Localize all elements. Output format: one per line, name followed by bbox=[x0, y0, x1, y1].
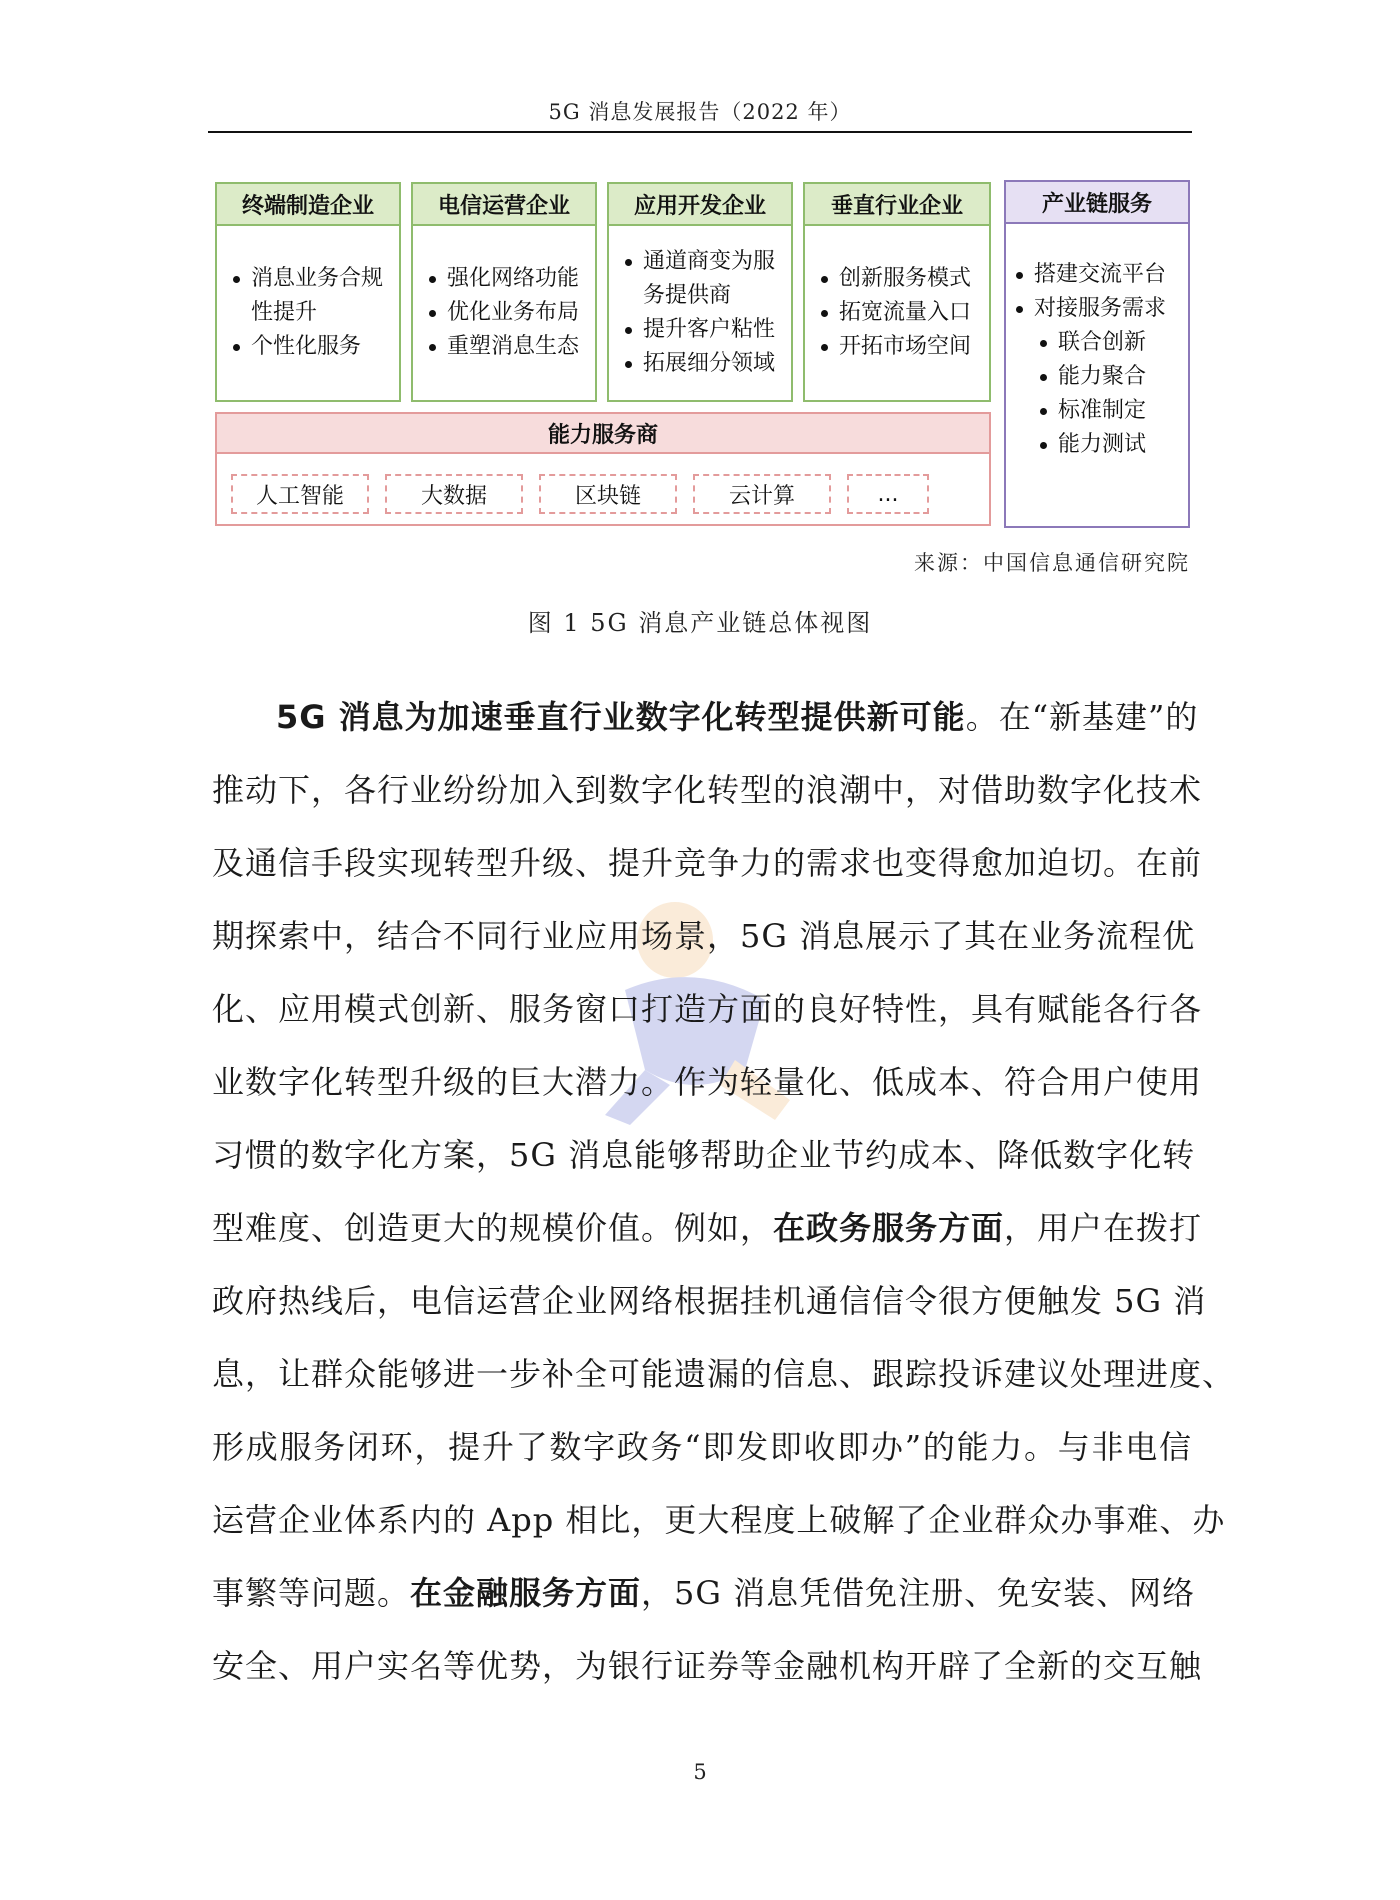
box-telecom-operators bbox=[411, 182, 597, 402]
box-item: 优化业务布局 bbox=[423, 296, 579, 330]
text-line: 安全、用户实名等优势，为银行证券等金融机构开辟了全新的交互触 bbox=[212, 1647, 1203, 1685]
text-run: 。在“新基建”的 bbox=[965, 698, 1199, 736]
box-item-continued bbox=[619, 279, 775, 313]
box-terminal-makers bbox=[215, 182, 401, 402]
box-item: 创新服务模式 bbox=[815, 262, 971, 296]
box-item-text: 性提升 bbox=[251, 300, 318, 325]
figure-caption: 图 1 5G 消息产业链总体视图 bbox=[527, 609, 873, 637]
page-number: 5 bbox=[693, 1760, 707, 1784]
box-sub-item: 能力测试 bbox=[1010, 428, 1188, 462]
box-item: 通道商变为服 bbox=[619, 245, 775, 279]
box-sub-item: 标准制定 bbox=[1010, 394, 1188, 428]
box-sub-item: 联合创新 bbox=[1010, 326, 1188, 360]
box-app-developers bbox=[607, 182, 793, 402]
text-line bbox=[212, 1203, 1203, 1276]
bold-phrase: 在政务服务方面 bbox=[773, 1209, 1005, 1247]
box-item: 搭建交流平台 bbox=[1010, 258, 1188, 292]
box-vertical-industries bbox=[803, 182, 991, 402]
box-chain-services bbox=[1004, 180, 1190, 528]
text-line: 习惯的数字化方案，5G 消息能够帮助企业节约成本、降低数字化转 bbox=[212, 1136, 1196, 1174]
text-line: 政府热线后，电信运营企业网络根据挂机通信信令很方便触发 5G 消 bbox=[212, 1282, 1207, 1320]
bold-phrase: 5G 消息为加速垂直行业数字化转型提供新可能 bbox=[276, 698, 966, 736]
running-header: 5G 消息发展报告（2022 年） bbox=[548, 100, 852, 124]
text-run: 型难度、创造更大的规模价值。例如， bbox=[212, 1209, 774, 1247]
text-line: 息，让群众能够进一步补全可能遗漏的信息、跟踪投诉建议处理进度、 bbox=[212, 1355, 1236, 1393]
box-item: 重塑消息生态 bbox=[423, 330, 579, 364]
chip-ai: 人工智能 bbox=[231, 474, 369, 514]
text-line: 形成服务闭环，提升了数字政务“即发即收即办”的能力。与非电信 bbox=[212, 1428, 1192, 1466]
box-sub-item: 能力聚合 bbox=[1010, 360, 1188, 394]
text-line: 期探索中，结合不同行业应用场景，5G 消息展示了其在业务流程优 bbox=[212, 917, 1196, 955]
box-item: 消息业务合规 bbox=[227, 262, 383, 296]
figure-source: 来源：中国信息通信研究院 bbox=[914, 551, 1190, 575]
box-capability-providers bbox=[215, 412, 991, 526]
text-line bbox=[212, 692, 1199, 765]
text-run: ，5G 消息凭借免注册、免安装、网络 bbox=[641, 1574, 1196, 1612]
box-title: 能力服务商 bbox=[217, 414, 989, 454]
box-title: 垂直行业企业 bbox=[805, 184, 989, 226]
text-line: 运营企业体系内的 App 相比，更大程度上破解了企业群众办事难、办 bbox=[212, 1501, 1226, 1539]
box-item: 提升客户粘性 bbox=[619, 313, 775, 347]
text-run: 事繁等问题。 bbox=[212, 1574, 411, 1612]
text-line: 及通信手段实现转型升级、提升竞争力的需求也变得愈加迫切。在前 bbox=[212, 844, 1203, 882]
bold-phrase: 在金融服务方面 bbox=[410, 1574, 642, 1612]
header-rule bbox=[208, 131, 1192, 133]
chip-blockchain: 区块链 bbox=[539, 474, 677, 514]
box-item: 个性化服务 bbox=[227, 330, 383, 364]
body-paragraph bbox=[212, 692, 1236, 1714]
box-item-text: 务提供商 bbox=[643, 283, 732, 308]
chip-cloud: 云计算 bbox=[693, 474, 831, 514]
text-line bbox=[212, 1568, 1196, 1641]
box-title: 终端制造企业 bbox=[217, 184, 399, 226]
box-item: 开拓市场空间 bbox=[815, 330, 971, 364]
box-title: 电信运营企业 bbox=[413, 184, 595, 226]
box-item-continued bbox=[227, 296, 383, 330]
chip-big-data: 大数据 bbox=[385, 474, 523, 514]
text-line: 化、应用模式创新、服务窗口打造方面的良好特性，具有赋能各行各 bbox=[212, 990, 1203, 1028]
chip-more: ... bbox=[847, 474, 929, 514]
box-title: 产业链服务 bbox=[1006, 182, 1188, 224]
text-run: ，用户在拨打 bbox=[1004, 1209, 1203, 1247]
box-item: 拓展细分领域 bbox=[619, 347, 775, 381]
text-line: 业数字化转型升级的巨大潜力。作为轻量化、低成本、符合用户使用 bbox=[212, 1063, 1203, 1101]
box-title: 应用开发企业 bbox=[609, 184, 791, 226]
box-item: 拓宽流量入口 bbox=[815, 296, 971, 330]
box-item: 对接服务需求 bbox=[1010, 292, 1188, 326]
box-item: 强化网络功能 bbox=[423, 262, 579, 296]
text-line: 推动下，各行业纷纷加入到数字化转型的浪潮中，对借助数字化技术 bbox=[212, 771, 1203, 809]
